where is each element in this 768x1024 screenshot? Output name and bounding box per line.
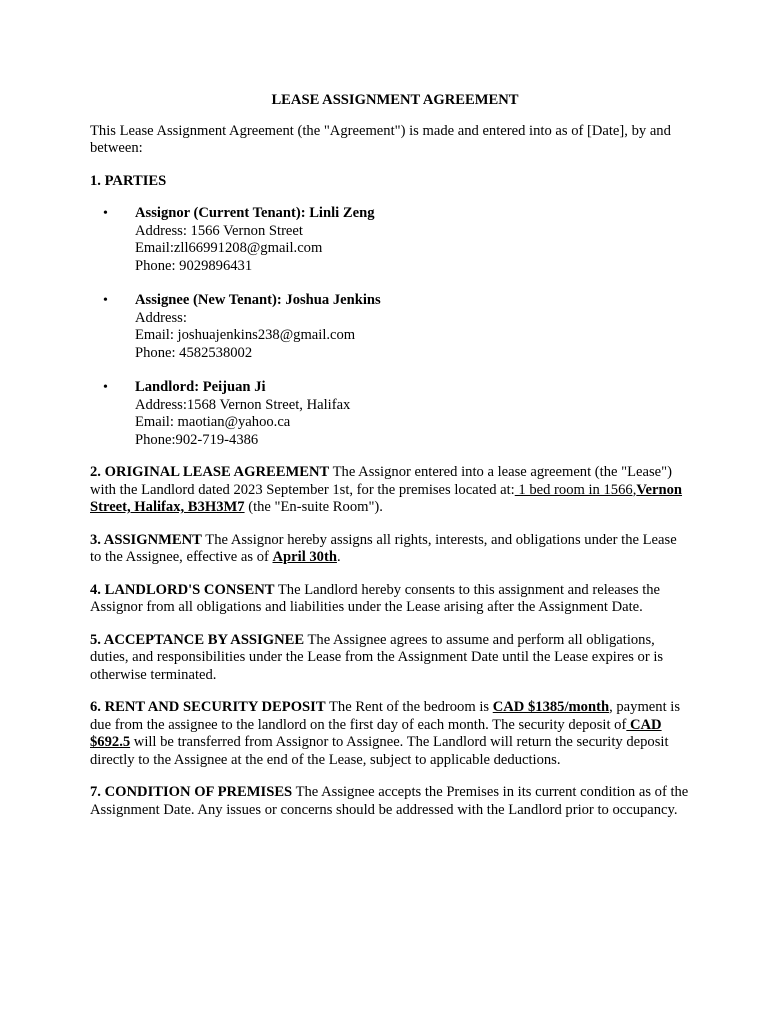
effective-date: April 30th <box>272 549 337 565</box>
section-text: (the "En-suite Room"). <box>244 499 383 515</box>
party-title: Assignor (Current Tenant): Linli Zeng <box>135 205 375 221</box>
rent-amount: CAD $1385/month <box>492 699 610 715</box>
party-email: Email: maotian@yahoo.ca <box>135 414 291 430</box>
party-assignor <box>90 205 690 275</box>
party-landlord <box>90 379 690 449</box>
section-heading: 5. ACCEPTANCE BY ASSIGNEE <box>90 631 305 648</box>
section-text: . <box>336 549 341 565</box>
section-text: , payment is due from the assignee to the landlord on the first day of each month. The security deposit of <box>90 699 681 733</box>
section-heading: 7. CONDITION OF PREMISES <box>90 784 293 800</box>
section-text: The Assignor hereby assigns all rights, interests, and obligations under the Lease to the Assignee, effective as of <box>90 531 677 565</box>
section-text: The Assignor entered into a lease agreement (the "Lease") with the Landlord dated 2023 September 1st, for the premises located at: <box>90 464 672 498</box>
party-title: Assignee (New Tenant): Joshua Jenkins <box>135 292 381 308</box>
party-phone: Phone: 9029896431 <box>135 257 253 274</box>
party-address: Address:1568 Vernon Street, Halifax <box>135 396 351 413</box>
section-landlord-consent <box>90 582 690 617</box>
party-assignee <box>90 292 690 362</box>
party-address: Address: <box>135 309 187 326</box>
section-text: The Landlord hereby consents to this assignment and releases the Assignor from all obligations and liabilities under the Lease arising after the Assignment Date. <box>90 581 661 615</box>
document-page <box>90 92 690 834</box>
bullet-icon: • <box>103 293 108 308</box>
section-heading: 2. ORIGINAL LEASE AGREEMENT <box>90 464 330 480</box>
section-condition <box>90 784 690 819</box>
party-phone: Phone: 4582538002 <box>135 344 253 361</box>
premises-address: Vernon Street, Halifax, B3H3M7 <box>90 481 683 515</box>
document-title: LEASE ASSIGNMENT AGREEMENT <box>271 92 519 108</box>
section-acceptance <box>90 632 690 685</box>
bullet-icon: • <box>103 380 108 395</box>
section-heading: 6. RENT AND SECURITY DEPOSIT <box>90 699 326 715</box>
section-text: will be transferred from Assignor to Assignee. The Landlord will return the security deposit directly to the Assignee at the end of the Lease, subject to applicable deductions. <box>90 734 669 768</box>
intro-paragraph: This Lease Assignment Agreement (the "Agreement") is made and entered into as of [Date], by and between: <box>90 122 671 156</box>
section-text: The Rent of the bedroom is <box>325 699 493 715</box>
deposit-amount: CAD $692.5 <box>90 716 662 750</box>
bullet-icon: • <box>103 206 108 221</box>
party-title: Landlord: Peijuan Ji <box>135 379 266 395</box>
section-original-lease <box>90 464 690 517</box>
party-phone: Phone:902-719-4386 <box>135 431 259 448</box>
section-text: The Assignee accepts the Premises in its current condition as of the Assignment Date. Any issues or concerns should be addressed with the Landlord prior to occupancy. <box>90 784 689 818</box>
party-address: Address: 1566 Vernon Street <box>135 222 303 239</box>
section-text: The Assignee agrees to assume and perform all obligations, duties, and responsibilities under the Lease from the Assignment Date until the Lease expires or is otherwise terminated. <box>90 631 664 683</box>
party-email: Email: joshuajenkins238@gmail.com <box>135 327 356 343</box>
section-heading: 4. LANDLORD'S CONSENT <box>90 581 275 598</box>
party-email: Email:zll66991208@gmail.com <box>135 240 323 256</box>
section-rent-deposit <box>90 699 690 769</box>
parties-heading: 1. PARTIES <box>90 172 167 189</box>
section-assignment <box>90 532 690 567</box>
premises-underlined: 1 bed room in 1566, <box>514 481 637 498</box>
section-heading: 3. ASSIGNMENT <box>90 531 202 548</box>
